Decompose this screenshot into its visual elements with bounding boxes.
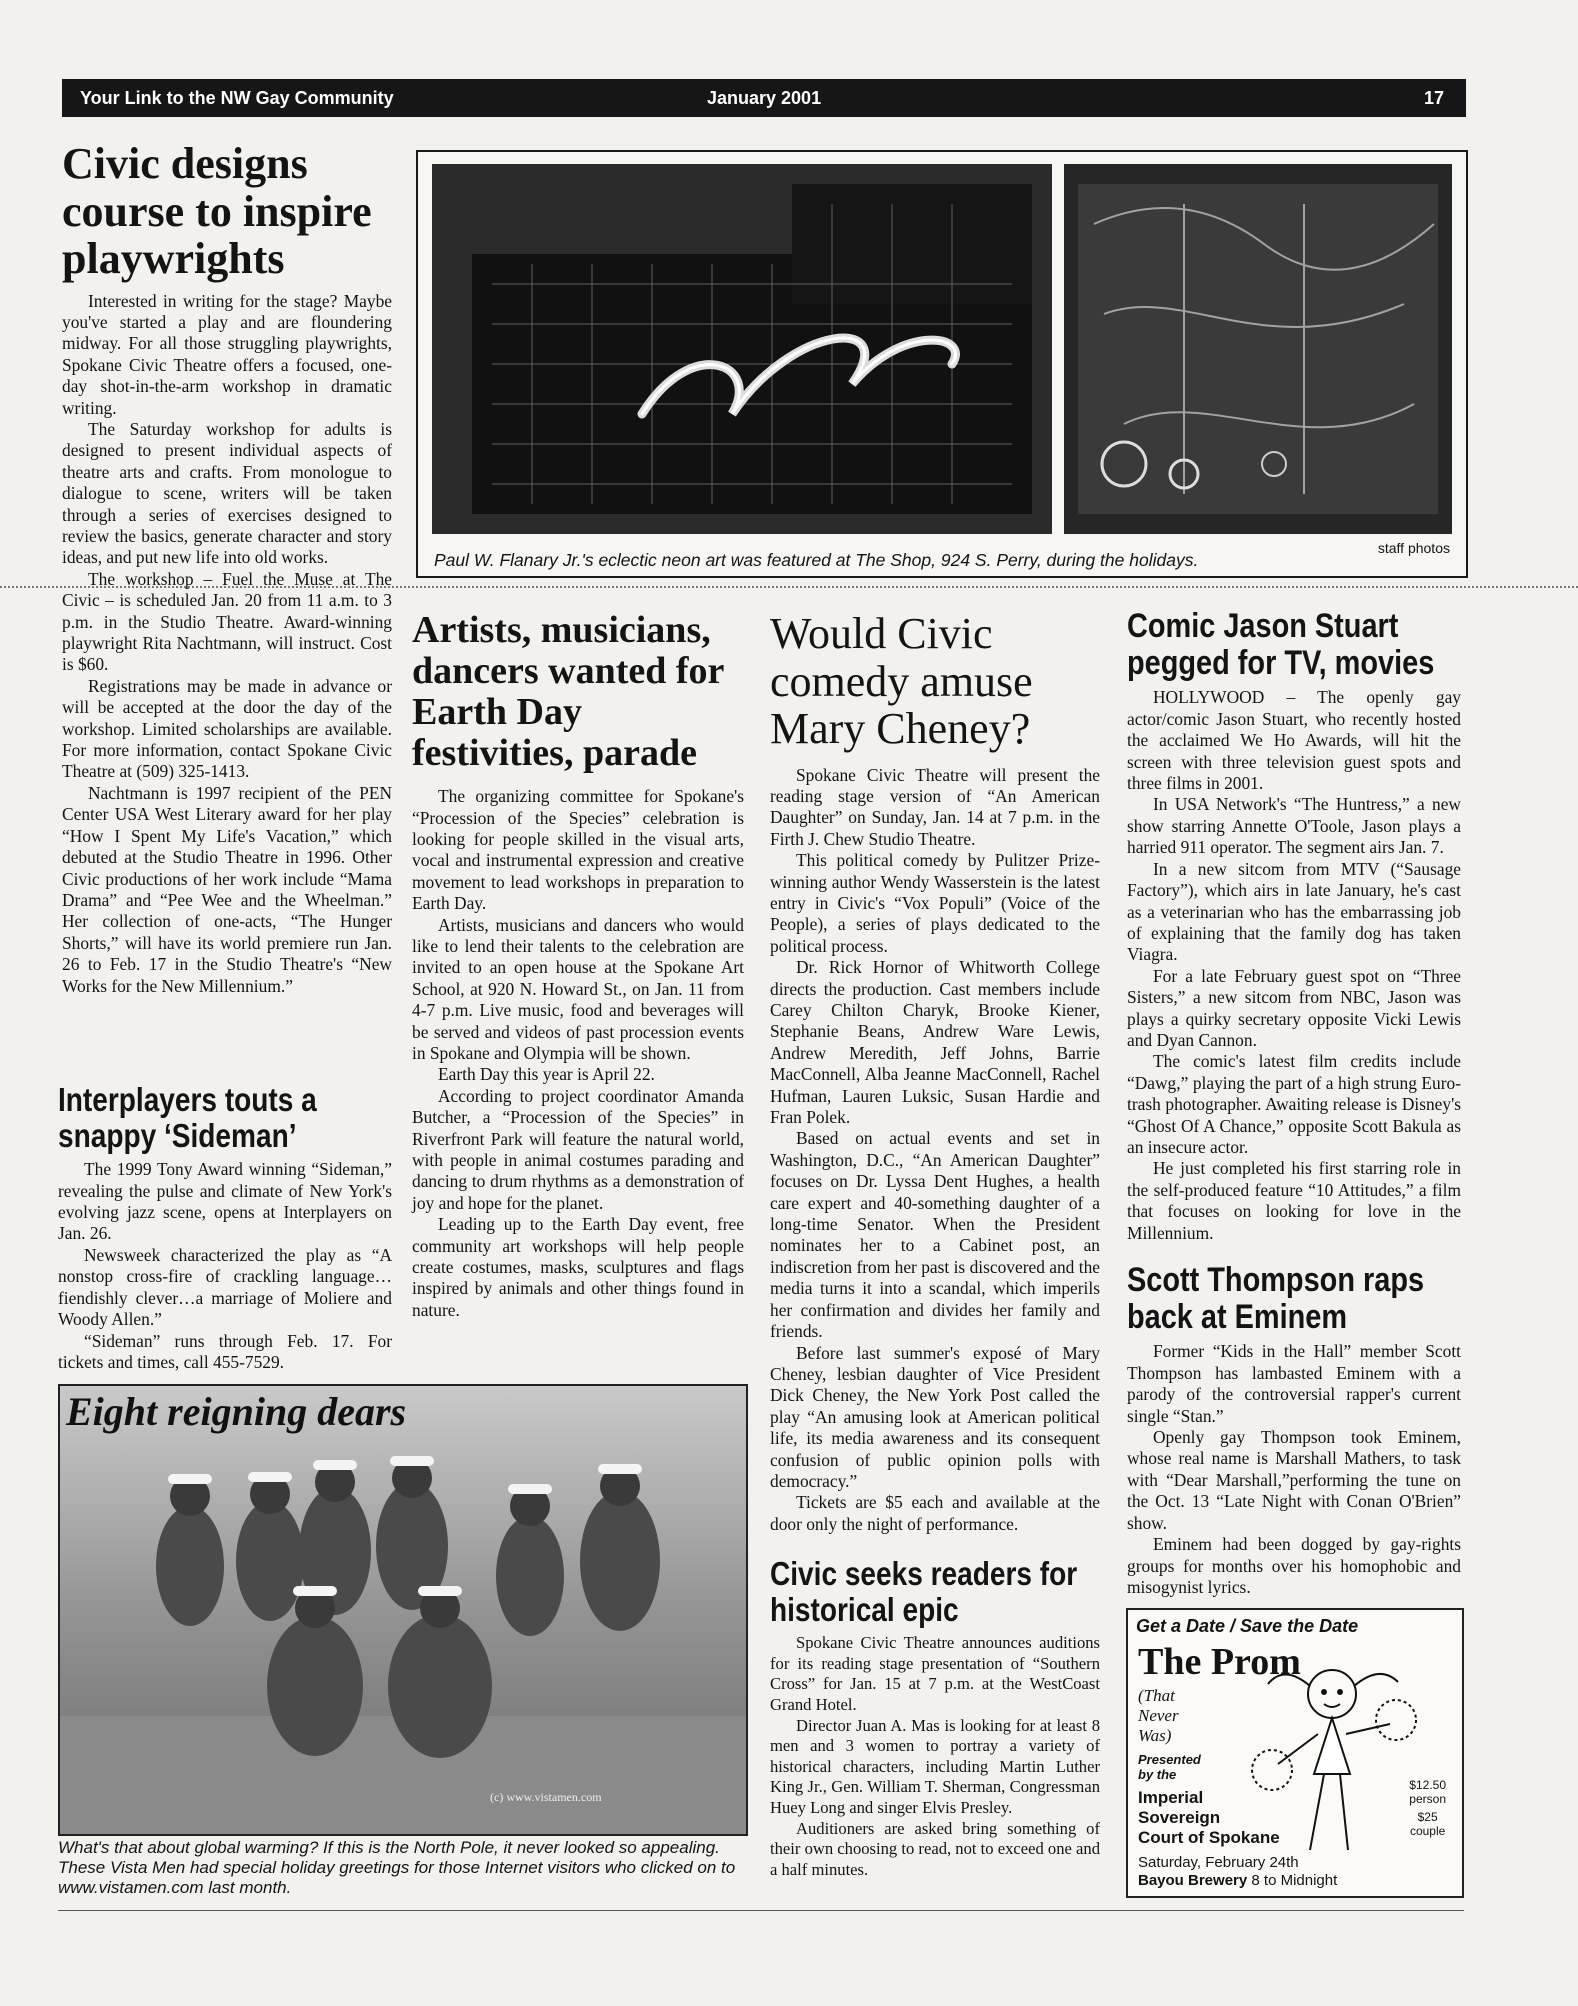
article-paragraph: Newsweek characterized the play as “A nonstop cross-fire of crackling language…fiendishly clever…a marriage of Moliere and Woody Allen.” (58, 1244, 392, 1330)
article-headline: Civic seeks readers for historical epic (770, 1555, 1078, 1628)
article-body (412, 786, 744, 1321)
ad-title: The Prom (1138, 1641, 1301, 1683)
ad-presented-line: Presented (1138, 1752, 1201, 1767)
dears-photo-title: Eight reigning dears (66, 1389, 407, 1434)
ad-prices (1409, 1778, 1446, 1838)
article-paragraph: “Sideman” runs through Feb. 17. For tickets and times, call 455-7529. (58, 1330, 392, 1372)
bottom-rule (58, 1910, 1464, 1911)
masthead-bar (62, 79, 1466, 117)
article-epic (770, 1556, 1100, 1880)
article-paragraph: The Saturday workshop for adults is designed to present individual aspects of theatre arts and crafts. From monologue to dialogue to scene, writers will be taken through a series of exercises designed to review the basics, generate character and story ideas, and put new life into old works. (62, 418, 392, 568)
circuit-art-image (1064, 164, 1452, 534)
article-paragraph: Registrations may be made in advance or will be accepted at the door the day of the workshop. Limited scholarships are available. For more information, contact Spokane Civic Theatre at (509) 325-1413. (62, 675, 392, 782)
article-paragraph: The comic's latest film credits include “Dawg,” playing the part of a high strung Euro-trash photographer. Awaiting release is Disney's “Ghost Of A Chance,” opposite Scott Bakula as an insecure actor. (1127, 1051, 1461, 1157)
dears-photo (58, 1384, 748, 1836)
article-body (770, 765, 1100, 1536)
ad-venue: Bayou Brewery (1138, 1872, 1248, 1889)
ad-organizer-line: Sovereign (1138, 1808, 1221, 1827)
article-body (1127, 687, 1461, 1244)
ad-presented-line: by the (1138, 1767, 1177, 1782)
article-paragraph: According to project coordinator Amanda Butcher, a “Procession of the Species” in Riverfront Park will feature the natural world, with people in animal costumes parading and dancing to drum rhythms as a demonstration of joy and hope for the planet. (412, 1085, 744, 1213)
article-paragraph: The workshop – Fuel the Muse at The Civic – is scheduled Jan. 20 from 11 a.m. to 3 p.m. in the Studio Theatre. Award-winning playwright Rita Nachtmann, will instruct. Cost is $60. (62, 568, 392, 675)
article-paragraph: Leading up to the Earth Day event, free community art workshops will help people create costumes, masks, sculptures and flags inspired by animals and other things found in nature. (412, 1214, 744, 1320)
price-couple-label: couple (1409, 1824, 1446, 1838)
dears-photo-image (60, 1386, 746, 1834)
article-headline: Scott Thompson raps back at Eminem (1127, 1261, 1425, 1336)
price-couple: $25 (1417, 1810, 1438, 1824)
article-cheney (770, 610, 1100, 1535)
article-body (62, 291, 392, 997)
article-paragraph: Eminem had been dogged by gay-rights groups for months over his homophobic and misogynist lyrics. (1127, 1534, 1461, 1597)
article-paragraph: He just completed his first starring role in the self-produced feature “10 Attitudes,” a film that focuses on looking for love in the Millennium. (1127, 1158, 1461, 1243)
price-person: $12.50 (1409, 1778, 1446, 1792)
article-thompson (1127, 1262, 1461, 1598)
fold-line (0, 586, 1578, 588)
article-paragraph: Artists, musicians and dancers who would like to lend their talents to the celebration are invited to an open house at the Spokane Art School, at 920 N. Howard St., on Jan. 11 from 4-7 p.m. Live music, food and beverages will be served and videos of past procession events in Spokane and Olympia will be shown. (412, 914, 744, 1063)
article-body (1127, 1341, 1461, 1598)
article-paragraph: Auditioners are asked bring something of their own choosing to read, not to exceed one and a half minutes. (770, 1818, 1100, 1879)
ad-time: 8 to Midnight (1251, 1872, 1338, 1889)
article-playwrights (62, 140, 392, 997)
ad-subtitle-line: (That (1138, 1686, 1175, 1705)
ad-presented (1138, 1752, 1201, 1782)
article-paragraph: For a late February guest spot on “Three Sisters,” a new sitcom from NBC, Jason was plays a quirky secretary opposite Vicki Lewis and Dyan Cannon. (1127, 965, 1461, 1050)
ad-subtitle-line: Was) (1138, 1726, 1172, 1745)
photo-watermark: (c) www.vistamen.com (490, 1790, 602, 1804)
ad-subtitle-line: Never (1138, 1706, 1179, 1725)
neon-art-photo-right (1064, 164, 1452, 534)
article-sideman (58, 1082, 392, 1373)
neon-photo-caption: Paul W. Flanary Jr.'s eclectic neon art was featured at The Shop, 924 S. Perry, during the holidays. (434, 550, 1199, 570)
article-paragraph: Earth Day this year is April 22. (438, 1064, 655, 1085)
article-earthday (412, 610, 744, 1321)
article-paragraph: HOLLYWOOD – The openly gay actor/comic Jason Stuart, who recently hosted the acclaimed We Ho Awards, will hit the screen with three television guest spots and three films in 2001. (1127, 687, 1461, 794)
article-stuart (1127, 608, 1461, 1244)
prom-advertisement (1126, 1608, 1464, 1898)
neon-photo-block (416, 150, 1468, 578)
article-paragraph: Dr. Rick Hornor of Whitworth College directs the production. Cast members include Carey Chilton Charyk, Brooke Kiener, Stephanie Beans, Andrew Ware Lewis, Andrew Meredith, Jeff Johns, Barrie MacConnell, Alba Jeanne MacConnell, Rachel Hufman, Lauren Luksic, Susan Hardie and Fran Polek. (770, 957, 1100, 1128)
article-headline: Comic Jason Stuart pegged for TV, movies (1127, 607, 1435, 682)
cheerleader-illustration (1244, 1654, 1424, 1864)
article-paragraph: Spokane Civic Theatre will present the reading stage version of “An American Daughter” on Sunday, Jan. 14 at 7 p.m. in the Firth J. Chew Studio Theatre. (770, 764, 1100, 849)
article-paragraph: The organizing committee for Spokane's “Procession of the Species” celebration is looking for people skilled in the visual arts, vocal and instrumental expression and creative movement to lead workshops in preparation to Earth Day. (412, 786, 744, 914)
article-paragraph: Interested in writing for the stage? Maybe you've started a play and are floundering midway. For all those struggling playwrights, Spokane Civic Theatre offers a focused, one-day shot-in-the-arm workshop in dramatic writing. (62, 290, 392, 418)
article-headline: Civic designs course to inspire playwrights (62, 139, 372, 284)
neon-art-photo-left (432, 164, 1052, 534)
article-headline: Interplayers touts a snappy ‘Sideman’ (58, 1081, 317, 1154)
article-body (770, 1633, 1100, 1880)
article-paragraph: Tickets are $5 each and available at the door only the night of performance. (770, 1492, 1100, 1534)
article-paragraph: Director Juan A. Mas is looking for at least 8 men and 3 women to portray a variety of historical characters, including Martin Luther King Jr., Gen. William T. Sherman, Congressman Huey Long and singer Elvis Presley. (770, 1715, 1100, 1817)
price-person-label: person (1409, 1792, 1446, 1806)
page-number: 17 (1423, 88, 1444, 108)
ad-date-venue (1138, 1854, 1337, 1890)
article-paragraph: Former “Kids in the Hall” member Scott Thompson has lambasted Eminem with a parody of the controversial rapper's current single “Stan.” (1127, 1341, 1461, 1426)
article-paragraph: This political comedy by Pulitzer Prize-winning author Wendy Wasserstein is the latest entry in Civic's “Vox Populi” (Voice of the People), a series of plays dedicated to the political process. (770, 850, 1100, 956)
photo-credit: staff photos (1377, 540, 1450, 556)
neon-art-image (432, 164, 1052, 534)
article-paragraph: The 1999 Tony Award winning “Sideman,” revealing the pulse and climate of New York's evolving jazz scene, opens at Interplayers on Jan. 26. (58, 1159, 392, 1244)
ad-organizer-line: Court of Spokane (1138, 1828, 1280, 1847)
article-headline: Would Civic comedy amuse Mary Cheney? (770, 609, 1033, 754)
ad-tagline: Get a Date / Save the Date (1136, 1616, 1359, 1636)
article-paragraph: Spokane Civic Theatre announces auditions for its reading stage presentation of “Southern Cross” for Jan. 15 at 7 p.m. at the WestCoast Grand Hotel. (770, 1633, 1100, 1715)
article-paragraph: In USA Network's “The Huntress,” a new show starring Annette O'Toole, Jason plays a harried 911 operator. The segment airs Jan. 7. (1127, 794, 1461, 858)
article-paragraph: In a new sitcom from MTV (“Sausage Factory”), which airs in late January, he's cast as a veterinarian who has the embarrassing job of explaining that the family dog has taken Viagra. (1127, 858, 1461, 965)
article-paragraph: Openly gay Thompson took Eminem, whose real name is Marshall Mathers, to task with “Dear Marshall,”performing the tune on the Oct. 13 “Late Night with Conan O'Brien” show. (1127, 1427, 1461, 1533)
article-paragraph: Before last summer's exposé of Mary Cheney, lesbian daughter of Vice President Dick Cheney, the New York Post called the play “An amusing look at American political life, its media awareness and its consequent confusion of public opinion polls with democracy.” (770, 1342, 1100, 1491)
ad-subtitle (1138, 1686, 1179, 1746)
masthead-date: January 2001 (707, 88, 822, 108)
ad-date: Saturday, February 24th (1138, 1854, 1299, 1871)
article-paragraph: Nachtmann is 1997 recipient of the PEN Center USA West Literary award for her play “How I Spent My Life's Vacation,” which debuted at the Studio Theatre in 1996. Other Civic productions of her work include “Mama Drama” and “Pee Wee and the Wheelman.” Her collection of one-acts, “The Hunger Shorts,” will have its world premiere run Jan. 26 to Feb. 17 in the Studio Theatre's “New Works for the New Millennium.” (62, 782, 392, 996)
article-body (58, 1159, 392, 1373)
masthead-tagline: Your Link to the NW Gay Community (80, 88, 394, 108)
dears-photo-caption: What's that about global warming? If this is the North Pole, it never looked so appealing. These Vista Men had special holiday greetings for those Internet visitors who clicked on to www.vistamen.com last month. (58, 1838, 736, 1897)
article-paragraph: Based on actual events and set in Washington, D.C., “An American Daughter” focuses on Dr. Lyssa Dent Hughes, a health care expert and 40-something daughter of a long-time Senator. When the President nominates her to a Cabinet post, an indiscretion from her past is discovered and the media turns it into a scandal, which imperils her confirmation and divides her family and friends. (770, 1128, 1100, 1342)
article-headline: Artists, musicians, dancers wanted for Earth Day festivities, parade (412, 609, 724, 775)
ad-organizer-line: Imperial (1138, 1788, 1204, 1807)
